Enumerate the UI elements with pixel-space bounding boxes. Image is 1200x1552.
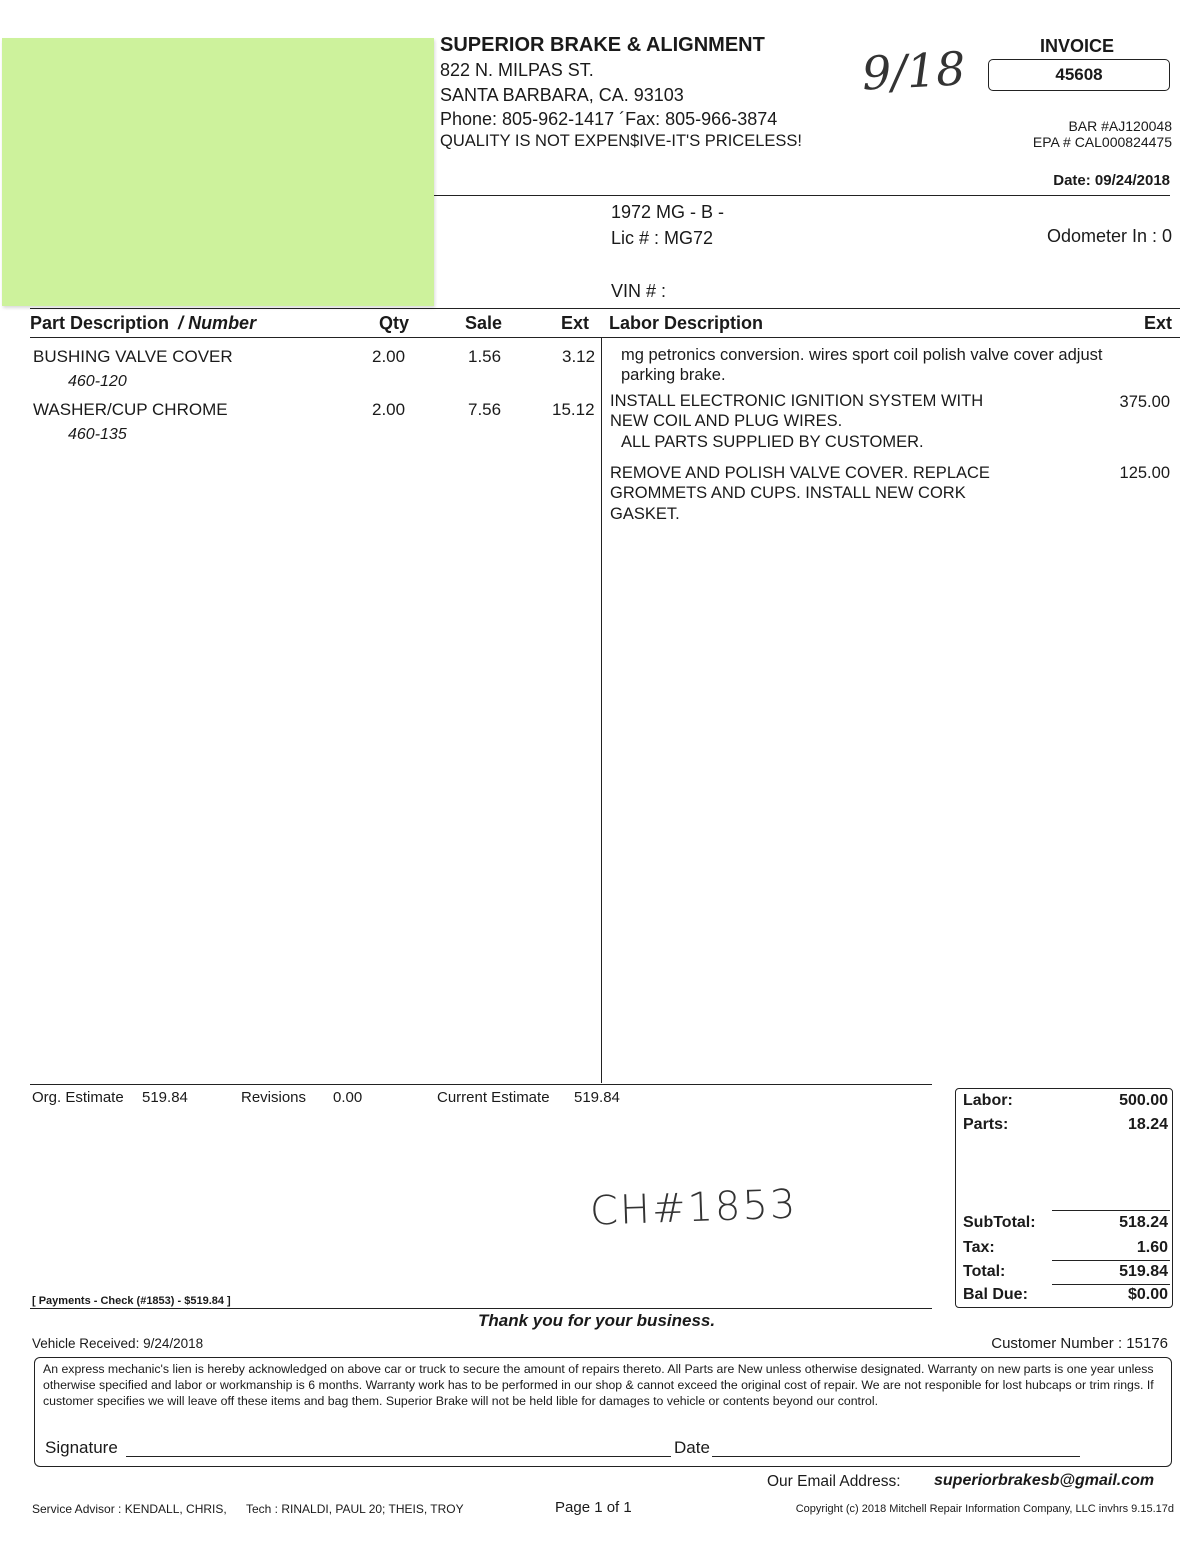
service-advisor: Service Advisor : KENDALL, CHRIS, [32,1502,227,1516]
revisions-label: Revisions [241,1089,307,1106]
shop-name: SUPERIOR BRAKE & ALIGNMENT [440,34,765,56]
handwritten-check-number: CH#1853 [589,1181,799,1235]
signature-line [126,1456,671,1457]
labor-amount: 375.00 [1119,393,1170,411]
labor-line: ALL PARTS SUPPLIED BY CUSTOMER. [621,433,924,451]
vehicle-received: Vehicle Received: 9/24/2018 [32,1336,204,1351]
odometer: Odometer In : 0 [1046,226,1172,246]
page-number: Page 1 of 1 [555,1499,632,1516]
shop-address-2: SANTA BARBARA, CA. 93103 [440,85,684,105]
invoice-number: 45608 [988,59,1170,91]
copyright: Copyright (c) 2018 Mitchell Repair Information Company, LLC invhrs 9.15.17d [795,1503,1174,1515]
total-rule [1052,1260,1170,1261]
total: 519.84 [1119,1263,1168,1280]
header-labor-ext: Ext [1143,313,1172,333]
date-line [712,1456,1080,1457]
labor-line: GROMMETS AND CUPS. INSTALL NEW CORK [610,484,966,502]
date-label: Date [674,1438,710,1457]
part-qty: 2.00 [372,347,406,366]
bal-due: $0.00 [1127,1286,1168,1303]
invoice-date: Date: 09/24/2018 [1053,172,1170,189]
header-ext: Ext [561,313,590,333]
table-header-rule [30,337,1180,338]
current-estimate-value: 519.84 [574,1089,620,1106]
total-label: Total: [963,1263,1006,1280]
vehicle-model: 1972 MG - B - [611,202,725,222]
labor-total: 500.00 [1119,1092,1168,1109]
shop-tagline: QUALITY IS NOT EXPEN$IVE-IT'S PRICELESS! [440,132,802,150]
email-address[interactable]: superiorbrakesb@gmail.com [934,1472,1155,1489]
header-qty: Qty [379,313,410,333]
signature-label: Signature [45,1438,118,1457]
subtotal-rule [1052,1210,1170,1211]
part-sale: 1.56 [468,347,502,366]
bal-due-label: Bal Due: [963,1286,1028,1303]
tax-label: Tax: [963,1239,995,1256]
terms-text: An express mechanic's lien is hereby acknowledged on above car or truck to secure the amount of repairs thereto. All Parts are New unless otherwise designated. Warranty on new parts is one year unless otherwise specified and labor or workmanship is 6 months. Warranty work has to be performed in our shop & cannot exceed the original cost of repair. We are not responible for lost hubcaps or trim rings. If customer specifies we will leave off these items and bag them. Superior Brake will not be held lible for damages to vehicle or contents beyond our control. [43,1362,1154,1408]
labor-line: REMOVE AND POLISH VALVE COVER. REPLACE [610,464,990,482]
part-number: 460-120 [68,373,127,390]
vehicle-license: Lic # : MG72 [611,228,714,248]
current-estimate-label: Current Estimate [437,1089,550,1106]
handwritten-date: 9/18 [860,41,967,101]
customer-number: Customer Number : 15176 [991,1335,1168,1352]
subtotal: 518.24 [1119,1214,1168,1231]
part-sale: 7.56 [468,400,502,419]
email-label: Our Email Address: [767,1473,901,1490]
table-bottom-rule [30,1084,932,1085]
subtotal-label: SubTotal: [963,1214,1036,1231]
payments-note: [ Payments - Check (#1853) - $519.84 ] [32,1295,231,1307]
header-part-description: Part Description / Number [30,313,257,333]
payments-rule [30,1308,932,1309]
baldue-rule [1052,1284,1170,1285]
labor-total-label: Labor: [963,1092,1013,1109]
shop-address-1: 822 N. MILPAS ST. [440,60,594,80]
part-qty: 2.00 [372,400,406,419]
org-estimate-label: Org. Estimate [32,1089,124,1106]
table-top-rule [30,308,1180,309]
header-sale: Sale [465,313,503,333]
bar-number: BAR #AJ120048 [1068,118,1172,134]
labor-line: NEW COIL AND PLUG WIRES. [610,412,843,430]
part-ext: 3.12 [562,347,596,366]
invoice-title: INVOICE [1040,36,1115,56]
part-ext: 15.12 [552,400,595,419]
parts-total-label: Parts: [963,1116,1009,1133]
vehicle-vin: VIN # : [611,281,667,301]
header-divider [434,195,1170,196]
shop-phone: Phone: 805-962-1417 ´Fax: 805-966-3874 [440,109,778,129]
header-labor-description: Labor Description [609,313,764,333]
labor-amount: 125.00 [1119,464,1170,482]
part-description: BUSHING VALVE COVER [33,347,233,366]
epa-number: EPA # CAL000824475 [1032,134,1172,150]
technicians: Tech : RINALDI, PAUL 20; THEIS, TROY [246,1502,464,1516]
labor-line: INSTALL ELECTRONIC IGNITION SYSTEM WITH [610,392,984,410]
column-divider [601,338,602,1083]
org-estimate-value: 519.84 [142,1089,188,1106]
labor-line: GASKET. [610,505,680,523]
sticky-note [2,38,434,306]
revisions-value: 0.00 [333,1089,363,1106]
parts-total: 18.24 [1127,1116,1168,1133]
part-number: 460-135 [68,426,127,443]
thank-you: Thank you for your business. [478,1311,716,1330]
labor-note: mg petronics conversion. wires sport coil polish valve cover adjust parking brake. [621,346,1103,384]
tax: 1.60 [1136,1239,1168,1256]
part-description: WASHER/CUP CHROME [33,400,228,419]
